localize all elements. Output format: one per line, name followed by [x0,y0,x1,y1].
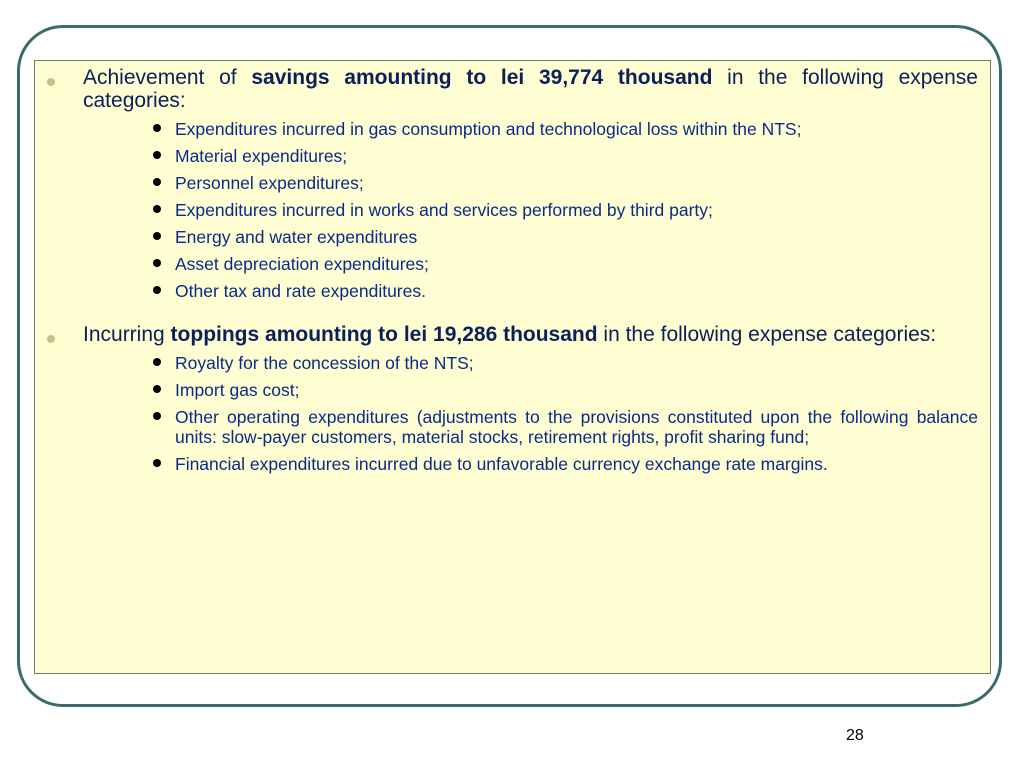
bullet-icon [153,205,161,213]
list-item [83,200,978,220]
main-bullet-list [35,66,990,496]
bullet-icon [47,335,55,343]
list-item-text: Expenditures incurred in gas consumption and technological loss within the NTS; [175,119,802,139]
section-toppings [35,323,990,474]
heading-text: Incurring [83,323,171,346]
list-item-text: Expenditures incurred in works and services performed by third party; [175,200,713,220]
list-item [83,380,978,400]
bullet-icon [153,232,161,240]
sub-bullet-list [83,353,978,474]
bullet-icon [153,358,161,366]
section-heading [83,323,978,346]
bullet-icon [153,124,161,132]
list-item-text: Personnel expenditures; [175,173,364,193]
list-item-text: Financial expenditures incurred due to unfavorable currency exchange rate margins. [175,454,828,474]
list-item [83,119,978,139]
list-item-text: Other operating expenditures (adjustments to the provisions constituted upon the following balance units: slow-payer customers, material stocks, retirement rights, profit sharing fund; [175,407,978,447]
bullet-icon [153,286,161,294]
list-item-text: Royalty for the concession of the NTS; [175,353,474,373]
section-savings [35,66,990,301]
bullet-icon [153,459,161,467]
bullet-icon [153,178,161,186]
heading-emphasis: savings amounting to lei 39,774 thousand [251,66,713,89]
list-item [83,353,978,373]
list-item-text: Energy and water expenditures [175,227,418,247]
list-item-text: Asset depreciation expenditures; [175,254,429,274]
list-item [83,254,978,274]
section-heading [83,66,978,112]
list-item [83,281,978,301]
bullet-icon [153,151,161,159]
bullet-icon [153,385,161,393]
list-item [83,454,978,474]
list-item-text: Material expenditures; [175,146,348,166]
bullet-icon [153,259,161,267]
list-item [83,407,978,447]
list-item [83,227,978,247]
bullet-icon [47,78,55,86]
list-item [83,146,978,166]
heading-text: in the following expense categories: [83,66,978,112]
heading-emphasis: toppings amounting to lei 19,286 thousand [170,323,598,346]
sub-bullet-list [83,119,978,301]
list-item-text: Other tax and rate expenditures. [175,281,426,301]
list-item-text: Import gas cost; [175,380,300,400]
content-panel [34,60,991,674]
heading-text: in the following expense categories: [597,323,937,346]
bullet-icon [153,412,161,420]
heading-text: Achievement of [83,66,252,89]
list-item [83,173,978,193]
page-number: 28 [846,727,864,744]
